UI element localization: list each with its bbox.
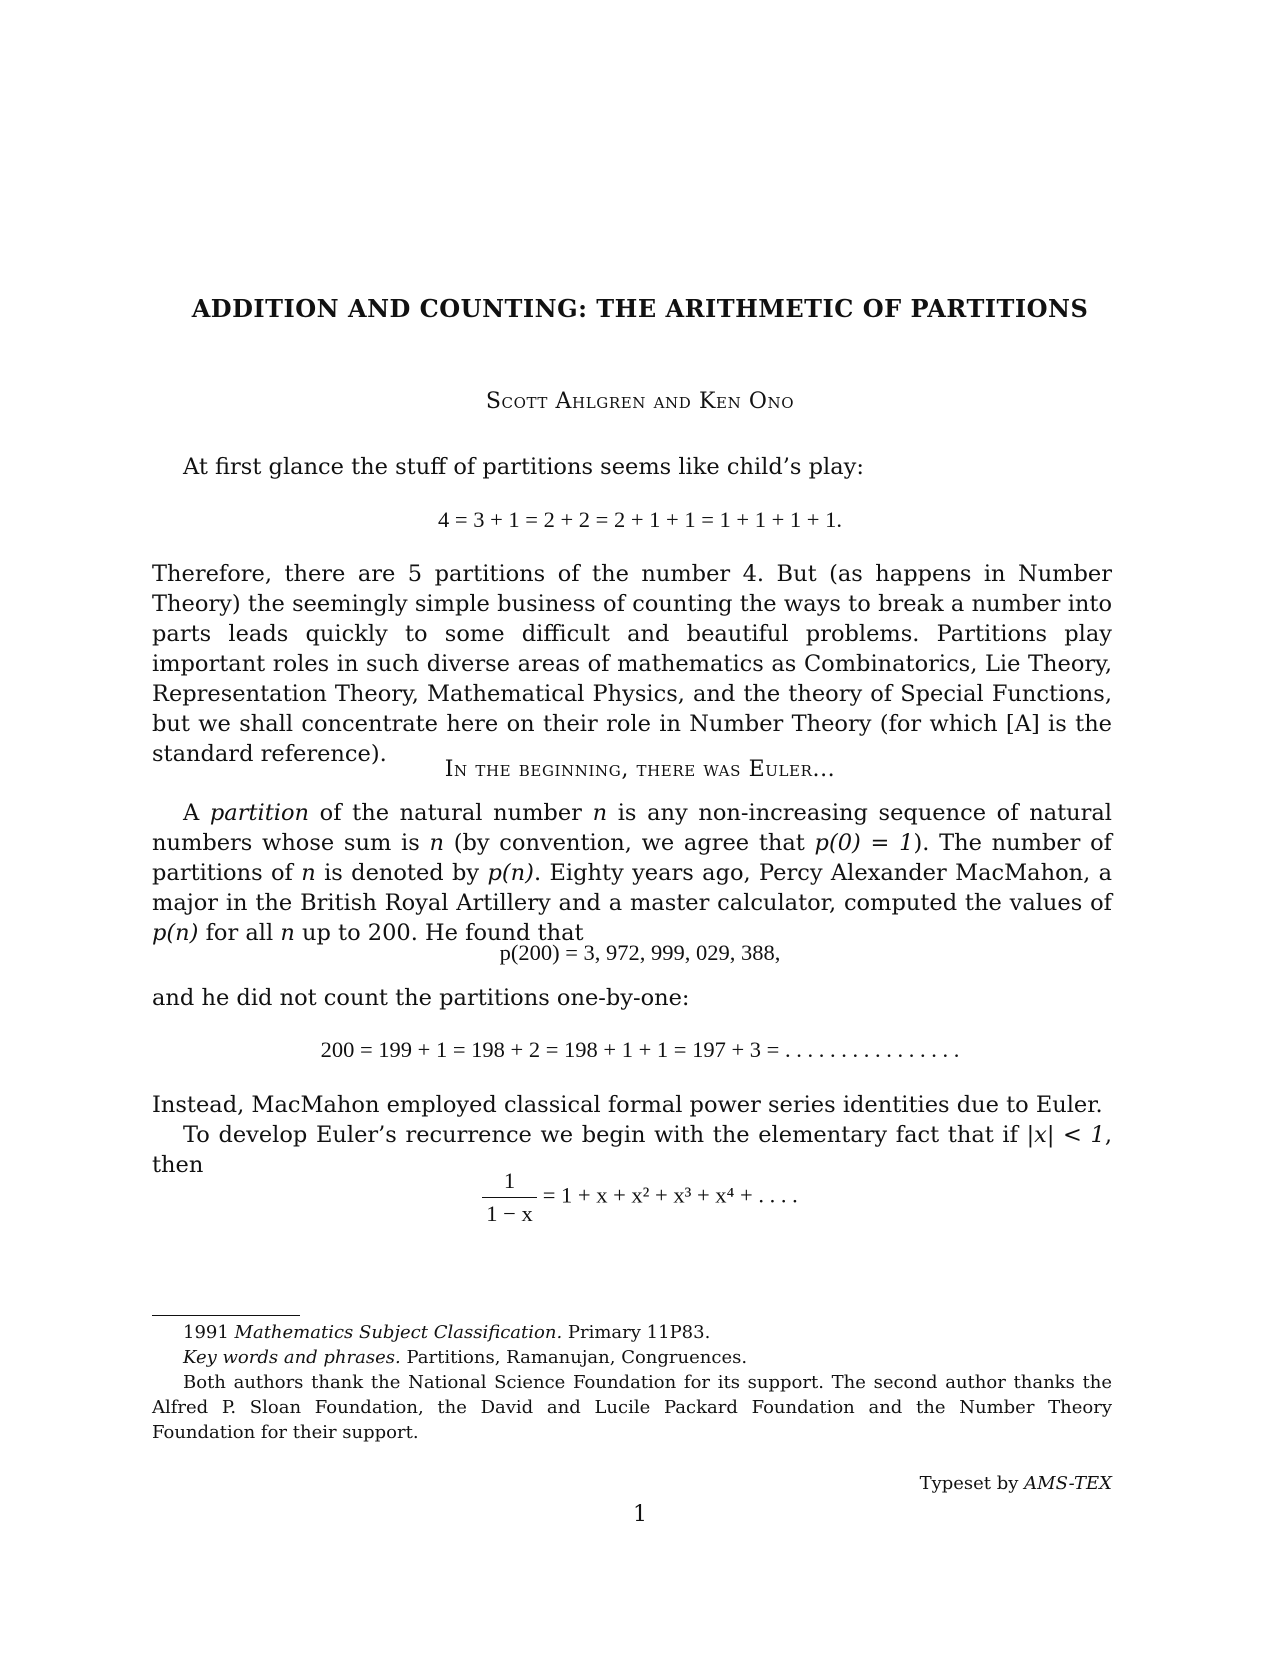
- text-run: up to 200. He found that: [294, 920, 584, 946]
- equation-p200: p(200) = 3, 972, 999, 029, 388,: [499, 940, 781, 965]
- paragraph-onebyone: [152, 983, 1112, 1013]
- text-run: A: [183, 800, 210, 826]
- equation-geometric-series: [0, 1168, 1280, 1227]
- paragraph-therefore: [152, 559, 1112, 769]
- math-p0: p(0) = 1: [814, 830, 914, 856]
- paper-title: ADDITION AND COUNTING: THE ARITHMETIC OF PARTITIONS: [191, 294, 1089, 323]
- intro-line: At first glance the stuff of partitions seems like child’s play:: [183, 454, 864, 480]
- text-run: ). The number of partitions of: [152, 830, 1112, 886]
- footnote-acknowledgment: Both authors thank the National Science Foundation for its support. The second author thanks the Alfred P. Sloan Foundation, the David and Lucile Packard Foundation and the Number Theory Foundation for their support.: [152, 1372, 1112, 1443]
- term-partition: partition: [209, 800, 309, 826]
- ams-tex-logo: AMS-TEX: [1024, 1473, 1112, 1494]
- math-var-n: n: [592, 800, 608, 826]
- keywords-label: Key words and phrases.: [183, 1347, 401, 1368]
- paragraph-partition-text: [152, 798, 1112, 948]
- typeset-label: Typeset by: [919, 1473, 1025, 1494]
- text-run: 1991: [183, 1322, 235, 1343]
- text-run: for all: [198, 920, 281, 946]
- equation-200: 200 = 199 + 1 = 198 + 2 = 198 + 1 + 1 = 197 + 3 = . . . . . . . . . . . . . . . .: [320, 1037, 960, 1062]
- fraction: [482, 1168, 536, 1227]
- fraction-denominator: 1 − x: [486, 1201, 533, 1226]
- text-run: is any non-increasing sequence of natural numbers whose sum is: [152, 800, 1113, 856]
- fraction-numerator: 1: [482, 1168, 536, 1198]
- equation-partitions-of-4: 4 = 3 + 1 = 2 + 2 = 2 + 1 + 1 = 1 + 1 + 1 + 1.: [438, 507, 842, 532]
- footnotes: [152, 1320, 1112, 1445]
- text-run: of the natural number: [309, 800, 593, 826]
- line-onebyone: and he did not count the partitions one-by-one:: [152, 985, 690, 1011]
- classification-label: Mathematics Subject Classification.: [234, 1322, 563, 1343]
- paragraph-partition-definition: [152, 798, 1112, 948]
- paragraph-therefore-text: Therefore, there are 5 partitions of the number 4. But (as happens in Number Theory) the seemingly simple business of counting the ways to break a number into parts leads quickly to some difficult and beautiful problems. Partitions play important roles in such diverse areas of mathematics as Combinatorics, Lie Theory, Representation Theory, Mathematical Physics, and the theory of Special Functions, but we shall concentrate here on their role in Number Theory (for which [A] is the standard reference).: [152, 561, 1112, 767]
- section-heading: In the beginning, there was Euler...: [444, 757, 836, 782]
- math-pn: p(n): [152, 920, 199, 946]
- text-run: To develop Euler’s recurrence we begin with the elementary fact that if: [183, 1122, 1027, 1148]
- math-var-n: n: [429, 830, 444, 856]
- math-condition: |x| < 1: [1026, 1122, 1105, 1148]
- footnote-classification: [152, 1320, 1112, 1345]
- math-var-n: n: [301, 860, 316, 886]
- paragraph-instead: [152, 1090, 1112, 1180]
- math-pn: p(n): [487, 860, 534, 886]
- math-var-n: n: [280, 920, 295, 946]
- text-run: is denoted by: [315, 860, 488, 886]
- page-number: 1: [633, 1502, 647, 1527]
- line-instead: Instead, MacMahon employed classical formal power series identities due to Euler.: [152, 1092, 1103, 1118]
- footnote-rule: [152, 1315, 300, 1316]
- intro-paragraph: [152, 452, 1112, 482]
- keywords-value: Partitions, Ramanujan, Congruences.: [400, 1347, 748, 1368]
- paper-authors: Scott Ahlgren and Ken Ono: [485, 389, 795, 414]
- text-run: (by convention, we agree that: [443, 830, 815, 856]
- classification-value: Primary 11P83.: [562, 1322, 711, 1343]
- text-run: . Eighty years ago, Percy Alexander MacMahon, a major in the British Royal Artillery and a master calculator, computed the values of: [152, 860, 1113, 916]
- typeset-note: [920, 1473, 1112, 1494]
- text-run: , then: [152, 1122, 1112, 1178]
- series-rhs: = 1 + x + x² + x³ + x⁴ + . . . .: [542, 1182, 798, 1208]
- footnote-keywords: [152, 1345, 1112, 1370]
